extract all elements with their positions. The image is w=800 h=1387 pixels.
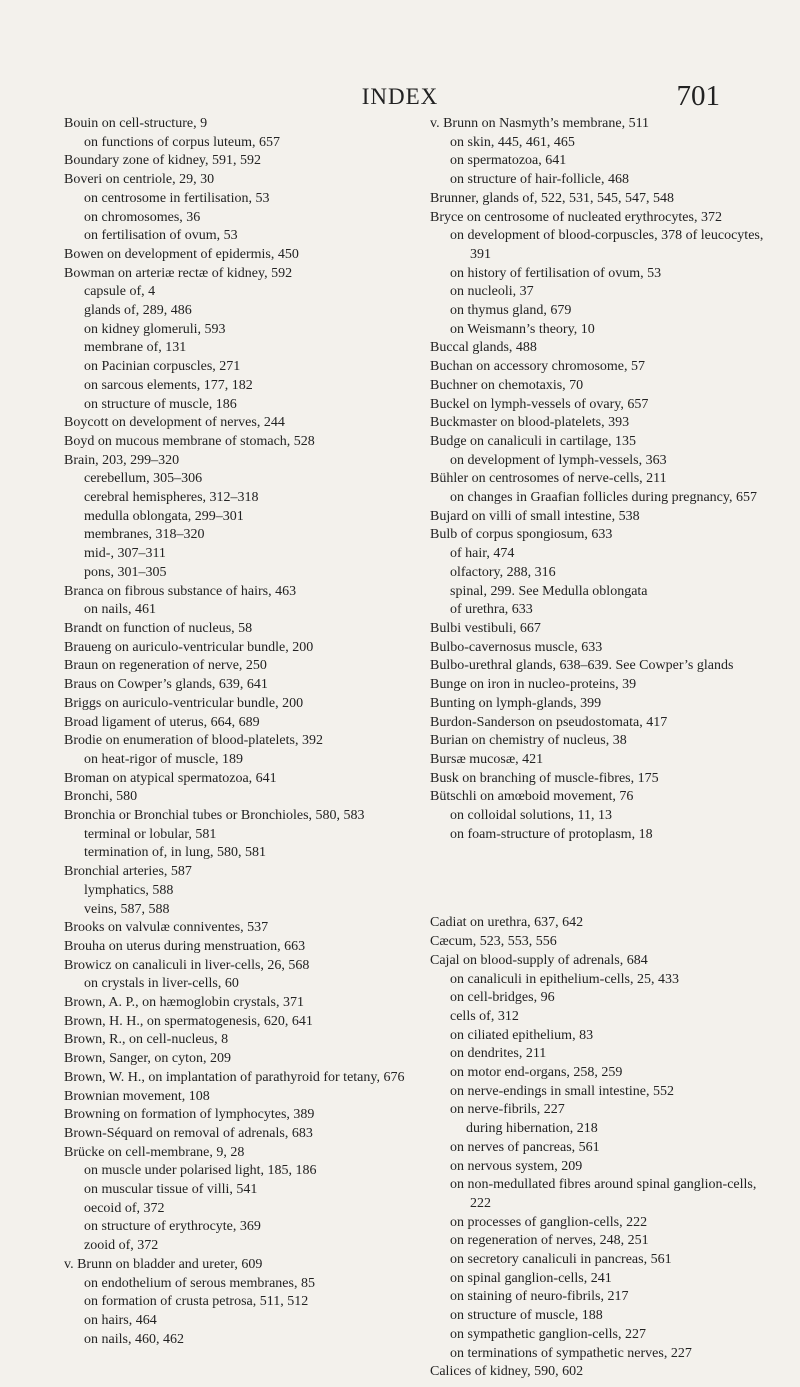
index-entry: Boveri on centriole, 29, 30 bbox=[64, 172, 215, 188]
index-subentry: on kidney glomeruli, 593 bbox=[84, 321, 226, 337]
index-entry: Bowen on development of epidermis, 450 bbox=[64, 246, 299, 262]
index-title: INDEX bbox=[361, 84, 439, 109]
index-entry: Broad ligament of uterus, 664, 689 bbox=[64, 714, 260, 730]
index-entry: Bunting on lymph-glands, 399 bbox=[430, 695, 602, 711]
index-subentry: on foam-structure of protoplasm, 18 bbox=[450, 826, 653, 842]
index-subentry: on spinal ganglion-cells, 241 bbox=[450, 1270, 612, 1286]
index-subentry: on history of fertilisation of ovum, 53 bbox=[450, 265, 662, 281]
index-entry: Brain, 203, 299–320 bbox=[64, 452, 180, 468]
index-entry: Buckel on lymph-vessels of ovary, 657 bbox=[430, 396, 649, 412]
index-subentry: medulla oblongata, 299–301 bbox=[84, 508, 244, 524]
index-subentry: on nerve-endings in small intestine, 552 bbox=[450, 1083, 674, 1099]
index-entry: Bronchia or Bronchial tubes or Bronchioles, 580, 583 bbox=[64, 808, 365, 824]
index-entry: Bujard on villi of small intestine, 538 bbox=[430, 508, 640, 524]
index-subentry: on cell-bridges, 96 bbox=[450, 990, 555, 1006]
index-subentry: oecoid of, 372 bbox=[84, 1200, 165, 1216]
index-entry: Brown, W. H., on implantation of parathyroid for tetany, 676 bbox=[64, 1069, 405, 1085]
index-entry: Cajal on blood-supply of adrenals, 684 bbox=[430, 952, 648, 968]
index-entry: Bulbo-cavernosus muscle, 633 bbox=[430, 639, 603, 655]
index-subentry: on thymus gland, 679 bbox=[450, 303, 572, 319]
index-entry: Braueng on auriculo-ventricular bundle, 200 bbox=[64, 639, 314, 655]
index-entry: Brownian movement, 108 bbox=[64, 1088, 210, 1104]
index-subentry: on nerve-fibrils, 227 bbox=[450, 1102, 565, 1118]
index-entry: Brown-Séquard on removal of adrenals, 683 bbox=[64, 1125, 313, 1141]
index-entry: Bütschli on amœboid movement, 76 bbox=[430, 789, 634, 805]
index-subentry: on Weismann’s theory, 10 bbox=[450, 321, 595, 337]
index-entry: Bulbi vestibuli, 667 bbox=[430, 620, 541, 636]
index-subentry: on nails, 460, 462 bbox=[84, 1331, 184, 1347]
index-entry: Branca on fibrous substance of hairs, 463 bbox=[64, 583, 297, 599]
index-subentry: on nervous system, 209 bbox=[450, 1158, 583, 1174]
index-subentry: cerebral hemispheres, 312–318 bbox=[84, 490, 259, 506]
index-subentry: olfactory, 288, 316 bbox=[450, 564, 556, 580]
index-subentry: on development of lymph-vessels, 363 bbox=[450, 452, 667, 468]
index-subentry: on changes in Graafian follicles during pregnancy, 657 bbox=[450, 490, 757, 506]
index-subentry: on structure of muscle, 186 bbox=[84, 396, 237, 412]
index-subentry: on regeneration of nerves, 248, 251 bbox=[450, 1233, 649, 1249]
index-subentry: membrane of, 131 bbox=[84, 340, 187, 356]
index-entry: Buccal glands, 488 bbox=[430, 340, 537, 356]
index-subentry: on terminations of sympathetic nerves, 227 bbox=[450, 1345, 692, 1361]
index-entry: v. Brunn on Nasmyth’s membrane, 511 bbox=[430, 116, 650, 131]
section-gap bbox=[430, 860, 775, 898]
index-subentry: on functions of corpus luteum, 657 bbox=[84, 134, 280, 150]
index-subentry: on staining of neuro-fibrils, 217 bbox=[450, 1289, 629, 1305]
index-subentry: on structure of muscle, 188 bbox=[450, 1308, 603, 1324]
index-subentry: spinal, 299. See Medulla oblongata bbox=[450, 583, 648, 599]
index-column-right bbox=[430, 115, 775, 1382]
index-entry: Burian on chemistry of nucleus, 38 bbox=[430, 733, 627, 749]
index-subentry: terminal or lobular, 581 bbox=[84, 826, 217, 842]
index-entry: Braun on regeneration of nerve, 250 bbox=[64, 658, 267, 674]
page-header bbox=[0, 80, 800, 120]
index-entry: Broman on atypical spermatozoa, 641 bbox=[64, 770, 277, 786]
index-subentry: on Pacinian corpuscles, 271 bbox=[84, 359, 241, 375]
index-entry: Browning on formation of lymphocytes, 389 bbox=[64, 1107, 315, 1123]
index-subentry: on development of blood-corpuscles, 378 of leucocytes, 391 bbox=[450, 228, 767, 262]
index-subentry: on crystals in liver-cells, 60 bbox=[84, 976, 239, 992]
index-subentry: zooid of, 372 bbox=[84, 1238, 159, 1254]
index-entry: Briggs on auriculo-ventricular bundle, 200 bbox=[64, 695, 304, 711]
index-entry: Bronchi, 580 bbox=[64, 789, 138, 805]
index-entry: Bowman on arteriæ rectæ of kidney, 592 bbox=[64, 265, 293, 281]
index-subentry: cells of, 312 bbox=[450, 1008, 519, 1024]
index-subentry: during hibernation, 218 bbox=[466, 1121, 598, 1137]
index-entry: Brown, R., on cell-nucleus, 8 bbox=[64, 1032, 229, 1048]
index-entry: Brown, H. H., on spermatogenesis, 620, 641 bbox=[64, 1013, 313, 1029]
index-entry: Brown, A. P., on hæmoglobin crystals, 371 bbox=[64, 995, 304, 1011]
index-entry: Burdon-Sanderson on pseudostomata, 417 bbox=[430, 714, 668, 730]
index-subentry: on skin, 445, 461, 465 bbox=[450, 134, 575, 150]
index-subentry: on sympathetic ganglion-cells, 227 bbox=[450, 1326, 646, 1342]
index-subentry: on ciliated epithelium, 83 bbox=[450, 1027, 594, 1043]
index-subentry: cerebellum, 305–306 bbox=[84, 471, 203, 487]
index-subentry: on hairs, 464 bbox=[84, 1313, 157, 1328]
index-entry: Bulb of corpus spongiosum, 633 bbox=[430, 527, 613, 543]
index-entry: Brodie on enumeration of blood-platelets, 392 bbox=[64, 733, 323, 749]
index-subentry: on formation of crusta petrosa, 511, 512 bbox=[84, 1294, 309, 1310]
index-subentry: on canaliculi in epithelium-cells, 25, 433 bbox=[450, 971, 679, 987]
index-subentry: mid-, 307–311 bbox=[84, 546, 166, 562]
index-entry: Cadiat on urethra, 637, 642 bbox=[430, 915, 584, 931]
index-entry: Bühler on centrosomes of nerve-cells, 211 bbox=[430, 471, 667, 487]
index-subentry: on sarcous elements, 177, 182 bbox=[84, 377, 253, 393]
index-entry: Budge on canaliculi in cartilage, 135 bbox=[430, 433, 637, 449]
index-subentry: membranes, 318–320 bbox=[84, 527, 205, 543]
index-entry: Brouha on uterus during menstruation, 663 bbox=[64, 938, 306, 954]
index-entry: v. Brunn on bladder and ureter, 609 bbox=[64, 1256, 263, 1272]
index-entry: Bryce on centrosome of nucleated erythrocytes, 372 bbox=[430, 209, 722, 225]
index-subentry: on non-medullated fibres around spinal ganglion-cells, 222 bbox=[450, 1177, 760, 1211]
index-entry: Boycott on development of nerves, 244 bbox=[64, 415, 285, 431]
index-entry: Braus on Cowper’s glands, 639, 641 bbox=[64, 677, 268, 693]
index-subentry: of hair, 474 bbox=[450, 546, 515, 562]
index-subentry: on colloidal solutions, 11, 13 bbox=[450, 808, 613, 824]
index-entry: Bouin on cell-structure, 9 bbox=[64, 116, 208, 131]
index-entry: Bulbo-urethral glands, 638–639. See Cowper’s glands bbox=[430, 658, 734, 674]
index-subentry: on fertilisation of ovum, 53 bbox=[84, 228, 238, 244]
index-entry: Browicz on canaliculi in liver-cells, 26, 568 bbox=[64, 957, 310, 973]
index-subentry: on muscular tissue of villi, 541 bbox=[84, 1182, 258, 1198]
index-subentry: on spermatozoa, 641 bbox=[450, 153, 567, 169]
index-subentry: glands of, 289, 486 bbox=[84, 303, 192, 319]
index-entry: Calices of kidney, 590, 602 bbox=[430, 1364, 584, 1380]
index-subentry: on nucleoli, 37 bbox=[450, 284, 534, 300]
index-subentry: on nails, 461 bbox=[84, 602, 156, 618]
index-entry: Brandt on function of nucleus, 58 bbox=[64, 620, 253, 636]
index-entry: Brown, Sanger, on cyton, 209 bbox=[64, 1051, 232, 1067]
index-entry: Bronchial arteries, 587 bbox=[64, 864, 192, 880]
index-subentry: on dendrites, 211 bbox=[450, 1046, 547, 1062]
index-subentry: on endothelium of serous membranes, 85 bbox=[84, 1275, 315, 1291]
index-entry: Buchan on accessory chromosome, 57 bbox=[430, 359, 645, 375]
index-entry: Brunner, glands of, 522, 531, 545, 547, 548 bbox=[430, 190, 675, 206]
index-subentry: on nerves of pancreas, 561 bbox=[450, 1139, 600, 1155]
index-subentry: on structure of hair-follicle, 468 bbox=[450, 172, 629, 188]
index-subentry: on structure of erythrocyte, 369 bbox=[84, 1219, 261, 1235]
index-subentry: termination of, in lung, 580, 581 bbox=[84, 845, 266, 861]
index-entry: Bursæ mucosæ, 421 bbox=[430, 751, 544, 767]
index-subentry: pons, 301–305 bbox=[84, 564, 167, 580]
index-subentry: of urethra, 633 bbox=[450, 602, 533, 618]
index-subentry: on heat-rigor of muscle, 189 bbox=[84, 751, 244, 767]
index-entry: Cæcum, 523, 553, 556 bbox=[430, 934, 557, 950]
page-number: 701 bbox=[676, 80, 720, 112]
index-subentry: on chromosomes, 36 bbox=[84, 209, 201, 225]
index-subentry: on processes of ganglion-cells, 222 bbox=[450, 1214, 648, 1230]
index-subentry: on motor end-organs, 258, 259 bbox=[450, 1065, 623, 1081]
index-entry: Buckmaster on blood-platelets, 393 bbox=[430, 415, 630, 431]
index-subentry: veins, 587, 588 bbox=[84, 901, 170, 917]
index-subentry: lymphatics, 588 bbox=[84, 882, 174, 898]
index-subentry: capsule of, 4 bbox=[84, 284, 156, 300]
index-column-left bbox=[64, 115, 409, 1349]
index-entry: Brücke on cell-membrane, 9, 28 bbox=[64, 1144, 245, 1160]
index-subentry: on muscle under polarised light, 185, 186 bbox=[84, 1163, 317, 1179]
index-entry: Bunge on iron in nucleo-proteins, 39 bbox=[430, 677, 637, 693]
index-subentry: on centrosome in fertilisation, 53 bbox=[84, 190, 270, 206]
index-entry: Busk on branching of muscle-fibres, 175 bbox=[430, 770, 659, 786]
index-entry: Buchner on chemotaxis, 70 bbox=[430, 377, 584, 393]
index-entry: Boyd on mucous membrane of stomach, 528 bbox=[64, 433, 315, 449]
index-subentry: on secretory canaliculi in pancreas, 561 bbox=[450, 1252, 672, 1268]
index-entry: Brooks on valvulæ conniventes, 537 bbox=[64, 920, 269, 936]
index-entry: Boundary zone of kidney, 591, 592 bbox=[64, 153, 261, 169]
